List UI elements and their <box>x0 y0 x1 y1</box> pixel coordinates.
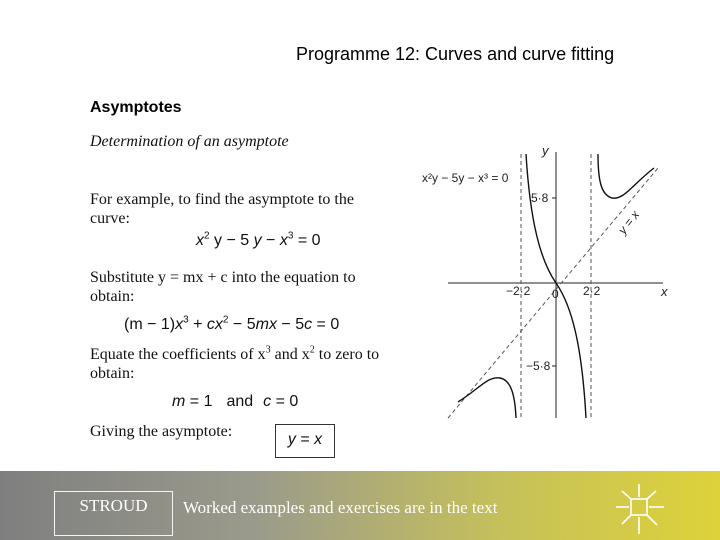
paragraph-equate: Equate the coefficients of $x^3$ and $x^2$ to zero to obtain: <box>90 344 380 382</box>
tick-label-y-neg: −5·8 <box>526 359 551 373</box>
sun-logo-icon <box>612 482 668 536</box>
tick-label-x-neg: −2·2 <box>506 284 531 298</box>
paragraph-example: For example, to find the asymptote to the curve: <box>90 191 354 227</box>
y-axis-label: y <box>542 143 549 158</box>
equation-curve: $x^2$ y − 5 $y - x^3 = 0$ <box>196 230 321 249</box>
paragraph-giving: Giving the asymptote: <box>90 423 233 440</box>
curve-branch-left <box>458 378 516 418</box>
asymptote-label: y = x <box>615 207 643 237</box>
curve-equation-label: x²y − 5y − x³ = 0 <box>422 171 509 185</box>
curve-graph <box>418 140 676 422</box>
equation-coefficients: m = 1 and c = 0 <box>172 393 299 410</box>
equation-substituted: $(m - 1)x^3 + cx^2 - 5mx - 5c = 0$ <box>124 314 340 333</box>
x-axis-label: x <box>661 284 668 299</box>
tick-label-x-pos: 2·2 <box>583 284 601 298</box>
page-title: Programme 12: Curves and curve fitting <box>296 44 615 64</box>
paragraph-substitute: Substitute y = mx + c into the equation to obtain: <box>90 269 356 305</box>
section-heading: Asymptotes <box>90 99 182 116</box>
section-subheading: Determination of an asymptote <box>90 133 289 150</box>
tick-label-origin: 0 <box>552 287 559 301</box>
tick-label-y-pos: 5·8 <box>531 191 549 205</box>
answer-box: y = x <box>275 424 335 458</box>
stroud-logo-box: STROUD <box>54 491 173 536</box>
curve-branch-right <box>598 154 654 198</box>
footer-tagline: Worked examples and exercises are in the text <box>183 498 498 517</box>
